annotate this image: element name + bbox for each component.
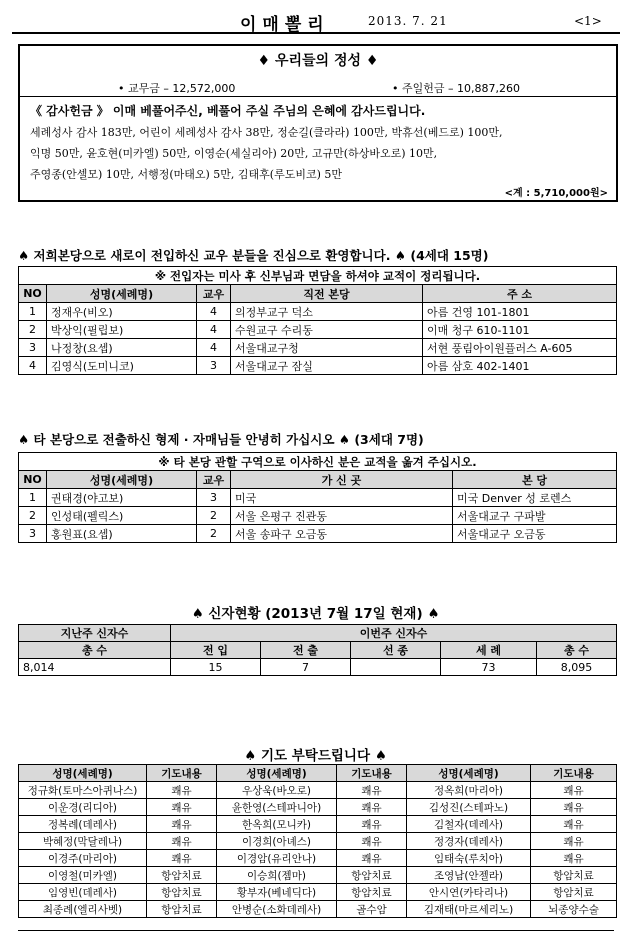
cell: 황부자(베네딕다) <box>217 884 337 901</box>
cell: 이경주(마리아) <box>19 850 147 867</box>
cell: 아름 삼호 402-1401 <box>423 357 617 375</box>
cell: 서울대교구청 <box>231 339 423 357</box>
table-header <box>19 471 617 489</box>
cell: 쾌유 <box>337 850 407 867</box>
column-header: 본 당 <box>453 471 617 489</box>
cell <box>351 659 441 676</box>
table-header <box>19 285 617 303</box>
welcome-heading: ♠ 저희본당으로 새로이 전입하신 교우 분들을 진심으로 환영합니다. ♠ (4세대 15명) <box>18 248 489 263</box>
cell: 항암치료 <box>147 867 217 884</box>
table-row <box>19 339 617 357</box>
cell: 조영남(안젤라) <box>407 867 531 884</box>
cell: 73 <box>441 659 537 676</box>
column-header: 선 종 <box>351 642 441 659</box>
offering-box <box>18 44 618 202</box>
column-header: 교우 <box>197 471 231 489</box>
farewell-heading: ♠ 타 본당으로 전출하신 형제 · 자매님들 안녕히 가십시오 ♠ (3세대 7명) <box>18 432 424 447</box>
column-header: 성명(세례명) <box>407 765 531 782</box>
cell: 8,095 <box>537 659 617 676</box>
bulletin-header <box>12 6 620 34</box>
cell: 서울대교구 오금동 <box>453 525 617 543</box>
table-row <box>19 867 617 884</box>
prayer-heading: ♠ 기도 부탁드립니다 ♠ <box>244 748 387 764</box>
cell: 1 <box>19 489 47 507</box>
census-table <box>18 624 617 676</box>
table-row <box>19 816 617 833</box>
cell: 미국 <box>231 489 453 507</box>
cell: 정규화(토마스아퀴나스) <box>19 782 147 799</box>
cell: 정옥희(마리아) <box>407 782 531 799</box>
cell: 윤한영(스테파니아) <box>217 799 337 816</box>
column-header: 기도내용 <box>147 765 217 782</box>
cell: 서울 은평구 진관동 <box>231 507 453 525</box>
cell: 안병순(소화데레사) <box>217 901 337 918</box>
table-row <box>19 850 617 867</box>
cell: 항암치료 <box>531 884 617 901</box>
column-header: NO <box>19 285 47 303</box>
column-header: 기도내용 <box>531 765 617 782</box>
cell: 아름 건영 101-1801 <box>423 303 617 321</box>
cell: 이경암(유리안나) <box>217 850 337 867</box>
cell: 수원교구 수리동 <box>231 321 423 339</box>
cell: 김성진(스테파노) <box>407 799 531 816</box>
cell: 박상익(필립보) <box>47 321 197 339</box>
cell: 쾌유 <box>337 816 407 833</box>
cell: 항암치료 <box>337 867 407 884</box>
farewell-table <box>18 452 617 543</box>
table-row <box>19 321 617 339</box>
cell: 우상욱(바오로) <box>217 782 337 799</box>
cell: 박혜정(막달레나) <box>19 833 147 850</box>
cell: 권태경(야고보) <box>47 489 197 507</box>
table-row <box>19 901 617 918</box>
cell: 임영빈(데레사) <box>19 884 147 901</box>
bulletin-title: 이매뽈리 <box>240 15 330 35</box>
cell: 이승희(젬마) <box>217 867 337 884</box>
cell: 정재우(비오) <box>47 303 197 321</box>
last-week-label: 지난주 신자수 <box>19 625 171 642</box>
cell: 3 <box>197 357 231 375</box>
column-header: 성명(세례명) <box>19 765 147 782</box>
cell: 이경희(아녜스) <box>217 833 337 850</box>
table-row <box>19 303 617 321</box>
cell: 이영철(미카엘) <box>19 867 147 884</box>
prayer-table <box>18 764 617 918</box>
column-header: 성명(세례명) <box>217 765 337 782</box>
thanks-line: 익명 50만, 윤호현(미카엘) 50만, 이영순(세실리아) 20만, 고규만(하상바오로) 10만, <box>30 147 438 160</box>
thanks-line: 주영종(안셀모) 10만, 서행정(마태오) 5만, 김태후(루도비코) 5만 <box>30 168 342 181</box>
office-offering: • 교무금 – 12,572,000 <box>118 82 236 95</box>
welcome-table <box>18 266 617 375</box>
cell: 쾌유 <box>147 833 217 850</box>
cell: 쾌유 <box>147 782 217 799</box>
cell: 김영식(도미니코) <box>47 357 197 375</box>
cell: 4 <box>197 321 231 339</box>
cell: 2 <box>197 507 231 525</box>
cell: 정경자(데레사) <box>407 833 531 850</box>
cell: 쾌유 <box>531 833 617 850</box>
column-header: 주 소 <box>423 285 617 303</box>
cell: 김철자(데레사) <box>407 816 531 833</box>
column-header: 전 출 <box>261 642 351 659</box>
this-week-label: 이번주 신자수 <box>171 625 617 642</box>
cell: 쾌유 <box>337 782 407 799</box>
cell: 4 <box>197 303 231 321</box>
column-header: 성명(세례명) <box>47 471 197 489</box>
cell: 항암치료 <box>147 884 217 901</box>
column-header: 성명(세례명) <box>47 285 197 303</box>
cell: 서현 풍림아이원플러스 A-605 <box>423 339 617 357</box>
column-header: 직전 본당 <box>231 285 423 303</box>
farewell-note: ※ 타 본당 관할 구역으로 이사하신 분은 교적을 옮겨 주십시오. <box>19 453 617 471</box>
table-row <box>19 357 617 375</box>
cell: 골수암 <box>337 901 407 918</box>
divider <box>20 96 616 97</box>
cell: 2 <box>197 525 231 543</box>
cell: 쾌유 <box>337 833 407 850</box>
cell: 임태숙(루치아) <box>407 850 531 867</box>
column-header: NO <box>19 471 47 489</box>
page-number: <1> <box>574 14 602 28</box>
cell: 2 <box>19 321 47 339</box>
cell: 미국 Denver 성 로렌스 <box>453 489 617 507</box>
cell: 쾌유 <box>147 799 217 816</box>
cell: 8,014 <box>19 659 171 676</box>
cell: 김재태(마르세리노) <box>407 901 531 918</box>
column-header: 가 신 곳 <box>231 471 453 489</box>
cell: 쾌유 <box>531 782 617 799</box>
diamond-icon: ♦ <box>361 53 379 69</box>
cell: 나정창(요셉) <box>47 339 197 357</box>
thanks-line: 세례성사 감사 183만, 어린이 세례성사 감사 38만, 정순길(클라라) 100만, 박휴선(베드로) 100만, <box>30 126 503 139</box>
table-row <box>19 884 617 901</box>
column-header: 전 입 <box>171 642 261 659</box>
cell: 서울대교구 구파발 <box>453 507 617 525</box>
cell: 3 <box>19 525 47 543</box>
cell: 항암치료 <box>337 884 407 901</box>
cell: 4 <box>19 357 47 375</box>
column-header: 교우 <box>197 285 231 303</box>
cell: 의정부교구 덕소 <box>231 303 423 321</box>
cell: 항암치료 <box>147 901 217 918</box>
cell: 쾌유 <box>147 850 217 867</box>
thanks-title: 《 감사헌금 》 이매 베풀어주신, 베풀어 주실 주님의 은혜에 감사드립니다. <box>30 104 426 118</box>
cell: 쾌유 <box>531 799 617 816</box>
cell: 최종례(엘리사벳) <box>19 901 147 918</box>
cell: 서울 송파구 오금동 <box>231 525 453 543</box>
table-row <box>19 833 617 850</box>
table-row <box>19 659 617 676</box>
cell: 쾌유 <box>147 816 217 833</box>
bulletin-date: 2013. 7. 21 <box>368 14 448 28</box>
offering-title: 우리들의 정성 <box>274 53 362 69</box>
cell: 3 <box>19 339 47 357</box>
cell: 7 <box>261 659 351 676</box>
cell: 항암치료 <box>531 867 617 884</box>
table-row <box>19 525 617 543</box>
column-header: 세 례 <box>441 642 537 659</box>
column-header: 총 수 <box>19 642 171 659</box>
cell: 이매 청구 610-1101 <box>423 321 617 339</box>
cell: 15 <box>171 659 261 676</box>
cell: 정복례(데레사) <box>19 816 147 833</box>
footer-rule <box>18 930 614 931</box>
cell: 3 <box>197 489 231 507</box>
column-header: 기도내용 <box>337 765 407 782</box>
cell: 뇌종양수술 <box>531 901 617 918</box>
cell: 1 <box>19 303 47 321</box>
column-header: 총 수 <box>537 642 617 659</box>
cell: 이운경(리디아) <box>19 799 147 816</box>
table-row <box>19 799 617 816</box>
cell: 쾌유 <box>337 799 407 816</box>
cell: 인성태(펠릭스) <box>47 507 197 525</box>
welcome-note: ※ 전입자는 미사 후 신부님과 면담을 하셔야 교적이 정리됩니다. <box>19 267 617 285</box>
table-row <box>19 489 617 507</box>
table-row <box>19 782 617 799</box>
cell: 2 <box>19 507 47 525</box>
census-heading: ♠ 신자현황 (2013년 7월 17일 현재) ♠ <box>191 606 440 622</box>
cell: 쾌유 <box>531 850 617 867</box>
thanks-total: <계 : 5,710,000원> <box>504 188 608 199</box>
cell: 한옥희(모니카) <box>217 816 337 833</box>
table-row <box>19 507 617 525</box>
cell: 서울대교구 잠실 <box>231 357 423 375</box>
cell: 홍원표(요셉) <box>47 525 197 543</box>
sunday-offering: • 주일헌금 – 10,887,260 <box>392 82 520 95</box>
cell: 안시연(카타리나) <box>407 884 531 901</box>
offering-title-row <box>20 50 616 70</box>
cell: 4 <box>197 339 231 357</box>
cell: 쾌유 <box>531 816 617 833</box>
diamond-icon: ♦ <box>257 53 275 69</box>
